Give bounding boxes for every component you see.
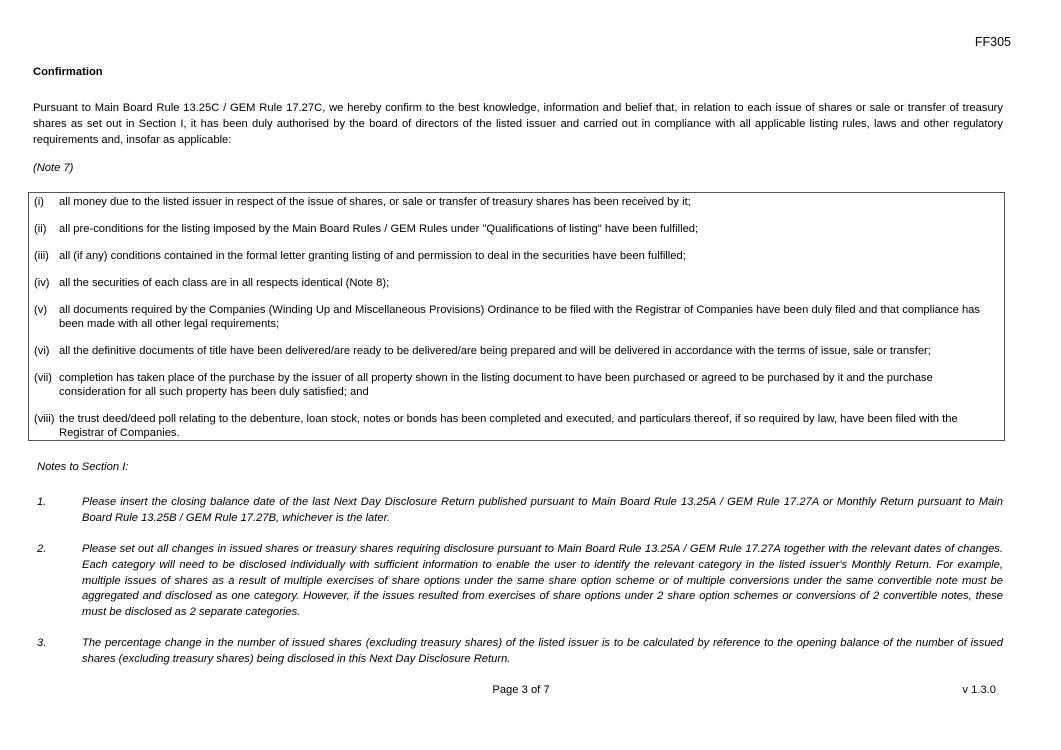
condition-number: (vii) — [34, 372, 53, 384]
note-number: 2. — [37, 543, 47, 555]
condition-text: all pre-conditions for the listing imposed by the Main Board Rules / GEM Rules under "Qualifications of listing" have been fulfilled; — [59, 223, 699, 235]
condition-item — [34, 344, 994, 358]
condition-text: all the definitive documents of title have been delivered/are ready to be delivered/are being prepared and will be delivered in accordance with the terms of issue, sale or transfer; — [59, 345, 931, 357]
condition-item — [34, 276, 994, 290]
condition-item — [34, 249, 994, 263]
intro-paragraph: Pursuant to Main Board Rule 13.25C / GEM Rule 17.27C, we hereby confirm to the best knowledge, information and belief that, in relation to each issue of shares or sale or transfer of treasury shares as set out in Section I, it has been duly authorised by the board of directors of the listed issuer and carried out in compliance with all applicable listing rules, laws and other regulatory requirements and, insofar as applicable: — [33, 102, 1003, 146]
notes-heading: Notes to Section I: — [37, 461, 129, 473]
condition-text: all documents required by the Companies (Winding Up and Miscellaneous Provisions) Ordinance to be filed with the Registrar of Companies have been duly filed and that compliance has been made with all other legal requirements; — [59, 304, 980, 330]
condition-text: completion has taken place of the purchase by the issuer of all property shown in the listing document to have been purchased or agreed to be purchased by it and the purchase consideration for all such property has been duly satisfied; and — [59, 372, 933, 398]
condition-number: (viii) — [34, 413, 55, 425]
condition-number: (iii) — [34, 250, 49, 262]
condition-item — [34, 412, 994, 440]
condition-item — [34, 222, 994, 236]
note-item — [37, 495, 1003, 527]
condition-number: (vi) — [34, 345, 50, 357]
note-number: 1. — [37, 496, 47, 508]
note-text: Please set out all changes in issued shares or treasury shares requiring disclosure pursuant to Main Board Rule 13.25A / GEM Rule 17.27A together with the relevant dates of changes. Each category will need to be disclosed individually with sufficient information to enable the user to identify the relevant category in the listed issuer's Monthly Return. For example, multiple issues of shares as a result of multiple exercises of share options under the same share option scheme or of multiple conversions under the same convertible note must be aggregated and disclosed as one category. However, if the issues resulted from exercises of share options under 2 share option schemes or conversions of 2 convertible notes, these must be disclosed as 2 separate categories. — [82, 543, 1003, 619]
conditions-box — [28, 192, 1005, 441]
condition-item — [34, 371, 994, 399]
note-item — [37, 636, 1003, 668]
condition-item — [34, 303, 994, 331]
condition-number: (i) — [34, 196, 44, 208]
condition-text: all money due to the listed issuer in respect of the issue of shares, or sale or transfer of treasury shares has been received by it; — [59, 196, 691, 208]
note-item — [37, 542, 1003, 621]
form-code: FF305 — [974, 35, 1011, 49]
condition-text: all the securities of each class are in all respects identical (Note 8); — [59, 277, 390, 289]
page-number: Page 3 of 7 — [492, 684, 550, 696]
condition-text: all (if any) conditions contained in the formal letter granting listing of and permission to deal in the securities have been fulfilled; — [59, 250, 686, 262]
note-number: 3. — [37, 637, 47, 649]
note-text: Please insert the closing balance date of the last Next Day Disclosure Return published pursuant to Main Board Rule 13.25A / GEM Rule 17.27A or Monthly Return pursuant to Main Board Rule 13.25B / GEM Rule 17.27B, whichever is the later. — [82, 496, 1003, 524]
condition-text: the trust deed/deed poll relating to the debenture, loan stock, notes or bonds has been completed and executed, and particulars thereof, if so required by law, have been filed with the Registrar of Companies. — [59, 413, 958, 439]
note-reference: (Note 7) — [33, 162, 74, 174]
condition-number: (ii) — [34, 223, 47, 235]
condition-number: (v) — [34, 304, 48, 316]
condition-item — [34, 195, 994, 209]
condition-number: (iv) — [34, 277, 50, 289]
confirmation-heading: Confirmation — [33, 66, 103, 78]
version-label: v 1.3.0 — [962, 684, 996, 696]
note-text: The percentage change in the number of issued shares (excluding treasury shares) of the listed issuer is to be calculated by reference to the opening balance of the number of issued shares (excluding treasury shares) being disclosed in this Next Day Disclosure Return. — [82, 637, 1003, 665]
